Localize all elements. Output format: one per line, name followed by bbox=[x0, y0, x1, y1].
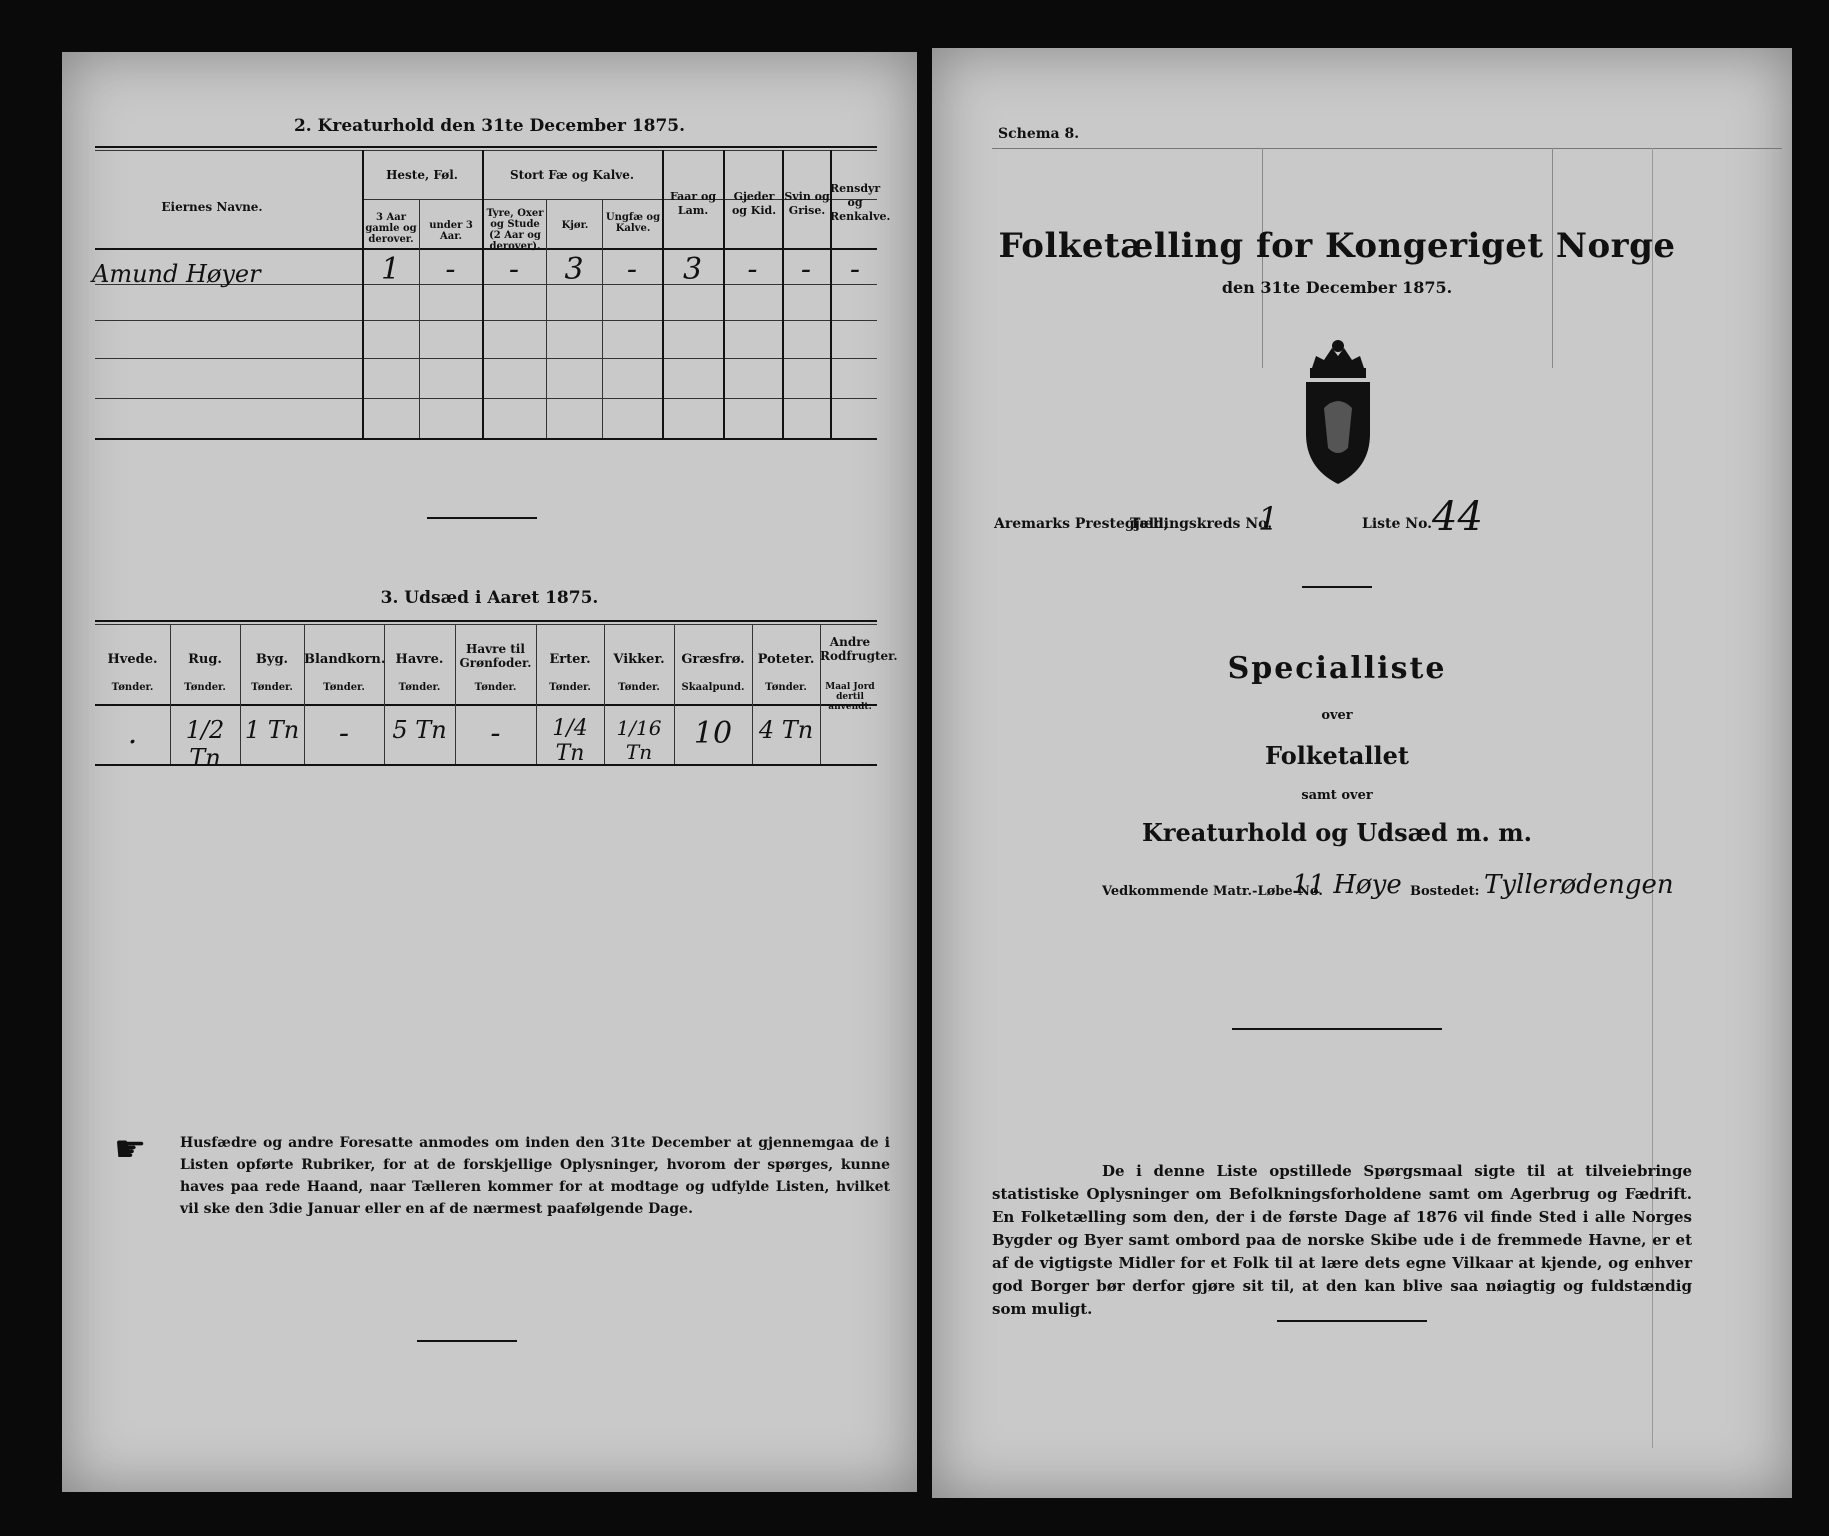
coat-of-arms bbox=[1294, 338, 1382, 492]
value-sheep: 3 bbox=[682, 252, 703, 287]
divider-line bbox=[1302, 586, 1372, 588]
value-horses-young: - bbox=[445, 252, 456, 287]
list-label: Liste No. bbox=[1362, 516, 1433, 532]
district-label: Tællingskreds No. bbox=[1130, 516, 1273, 532]
col-reindeer: Rensdyr og Renkalve. bbox=[830, 182, 891, 223]
seed-unit: Tønder. bbox=[251, 682, 293, 693]
seed-value-hvede: . bbox=[127, 716, 138, 751]
over-text-1: over bbox=[1321, 708, 1353, 723]
col-goats: Gjeder og Kid. bbox=[731, 190, 777, 217]
section-3-title: 3. Udsæd i Aaret 1875. bbox=[380, 588, 599, 608]
heading-kreaturhold: Kreaturhold og Udsæd m. m. bbox=[1142, 818, 1532, 847]
notice-text: Husfædre og andre Foresatte anmodes om inden den 31te December at gjennemgaa de i Listen opførte Rubriker, for at de forskjellige Oplysninger, hvorom der spørges, kunne haves paa rede Haand, naar Tælleren kommer for at modtage og udfylde Listen, hvilket vil ske den 3die Januar eller en af de nærmest paafølgende Dage. bbox=[180, 1135, 890, 1217]
value-pigs: - bbox=[800, 252, 812, 287]
seed-col-erter: Erter. bbox=[549, 652, 591, 667]
seed-value-byg: 1 Tn bbox=[244, 716, 300, 744]
cattle-group-header: Stort Fæ og Kalve. bbox=[509, 168, 635, 182]
info-paragraph: De i denne Liste opstillede Spørgsmaal sigte til at tilveiebringe statistiske Oplysninger om Befolkningsforholdene samt om Agerbrug og Fædrift. En Folketælling som den, der i de første Dage af 1876 vil finde Sted i alle Norges Bygder og Byer samt ombord paa de norske Skibe ude i de fremmede Havne, er et af de vigtigste Midler for et Folk til at lære dets egne Vilkaar at kjende, og enhver god Borger bør derfor gjøre sit til, at den kan blive saa nøiagtig og fuldstændig som muligt. bbox=[992, 1162, 1692, 1318]
seed-unit: Tønder. bbox=[549, 682, 591, 693]
value-goats: - bbox=[747, 252, 758, 287]
col-sheep: Faar og Lam. bbox=[669, 190, 717, 217]
seed-col-havre: Havre. bbox=[395, 652, 444, 667]
value-reindeer: - bbox=[849, 252, 861, 287]
seed-value-havre: 5 Tn bbox=[392, 716, 447, 744]
seed-col-rodfrugter: Andre Rodfrugter. bbox=[820, 635, 898, 663]
divider-line bbox=[427, 517, 537, 519]
schema-label: Schema 8. bbox=[998, 126, 1080, 142]
matr-label: Vedkommende Matr.-Løbe-No. bbox=[1102, 884, 1323, 899]
seed-value-erter: 1/4 Tn bbox=[552, 716, 588, 766]
matr-value: 11 Høye bbox=[1292, 870, 1402, 900]
value-bulls: - bbox=[508, 252, 520, 287]
col-pigs: Svin og Grise. bbox=[784, 190, 830, 217]
bosted-value: Tyllerødengen bbox=[1484, 870, 1674, 900]
pointing-hand-icon: ☛ bbox=[114, 1129, 147, 1170]
value-horses-old: 1 bbox=[380, 252, 401, 287]
seed-value-havre-gronfoder: - bbox=[490, 716, 501, 751]
seed-unit: Tønder. bbox=[618, 682, 660, 693]
seed-col-byg: Byg. bbox=[255, 652, 289, 667]
col-bulls: Tyre, Oxer og Stude (2 Aar og derover). bbox=[486, 208, 544, 252]
seed-unit: Maal Jord dertil anvendt. bbox=[825, 682, 875, 712]
col-cows: Kjør. bbox=[561, 220, 589, 231]
section-2-title: 2. Kreaturhold den 31te December 1875. bbox=[293, 116, 686, 136]
divider-line bbox=[1277, 1320, 1427, 1322]
seed-col-hvede: Hvede. bbox=[107, 652, 158, 667]
seed-unit: Skaalpund. bbox=[681, 682, 745, 693]
owner-name: Amund Høyer bbox=[92, 260, 261, 288]
date-line: den 31te December 1875. bbox=[1221, 278, 1453, 297]
col-young-cattle: Ungfæ og Kalve. bbox=[605, 212, 661, 234]
owner-header: Eiernes Navne. bbox=[161, 200, 263, 214]
seed-value-rug: 1/2 Tn bbox=[185, 716, 225, 772]
left-page bbox=[62, 52, 917, 1492]
value-cows: 3 bbox=[564, 252, 584, 287]
seed-value-blandkorn: - bbox=[338, 716, 350, 751]
seed-col-rug: Rug. bbox=[188, 652, 222, 667]
horses-group-header: Heste, Føl. bbox=[386, 168, 458, 182]
col-horses-old: 3 Aar gamle og derover. bbox=[365, 212, 417, 245]
seed-col-graesfro: Græsfrø. bbox=[681, 652, 745, 667]
seed-unit: Tønder. bbox=[184, 682, 226, 693]
heading-folketallet: Folketallet bbox=[1265, 741, 1409, 770]
seed-value-graesfro: 10 bbox=[693, 716, 733, 751]
parish-label: Aremarks Prestegjeld, bbox=[994, 516, 1169, 532]
seed-value-vikker: 1/16 Tn bbox=[616, 716, 662, 764]
over-text-2: samt over bbox=[1301, 788, 1373, 803]
main-title: Folketælling for Kongeriget Norge bbox=[998, 226, 1676, 266]
seed-unit: Tønder. bbox=[765, 682, 807, 693]
seed-col-poteter: Poteter. bbox=[757, 652, 815, 667]
district-number: 1 bbox=[1258, 500, 1279, 538]
seed-unit: Tønder. bbox=[398, 682, 441, 693]
seed-unit: Tønder. bbox=[323, 682, 365, 693]
seed-col-blandkorn: Blandkorn. bbox=[304, 652, 386, 667]
seed-unit: Tønder. bbox=[474, 682, 517, 693]
right-page bbox=[932, 48, 1792, 1498]
heading-specialliste: Specialliste bbox=[1227, 651, 1447, 686]
seed-col-vikker: Vikker. bbox=[613, 652, 665, 667]
col-horses-young: under 3 Aar. bbox=[429, 220, 473, 242]
seed-value-poteter: 4 Tn bbox=[758, 716, 814, 744]
value-young-cattle: - bbox=[626, 252, 638, 287]
divider-line bbox=[1232, 1028, 1442, 1030]
bosted-label: Bostedet: bbox=[1410, 884, 1480, 899]
divider-line bbox=[417, 1340, 517, 1342]
seed-col-havre-gronfoder: Havre til Grønfoder. bbox=[459, 642, 532, 670]
list-number: 44 bbox=[1432, 494, 1483, 540]
seed-unit: Tønder. bbox=[111, 682, 154, 693]
